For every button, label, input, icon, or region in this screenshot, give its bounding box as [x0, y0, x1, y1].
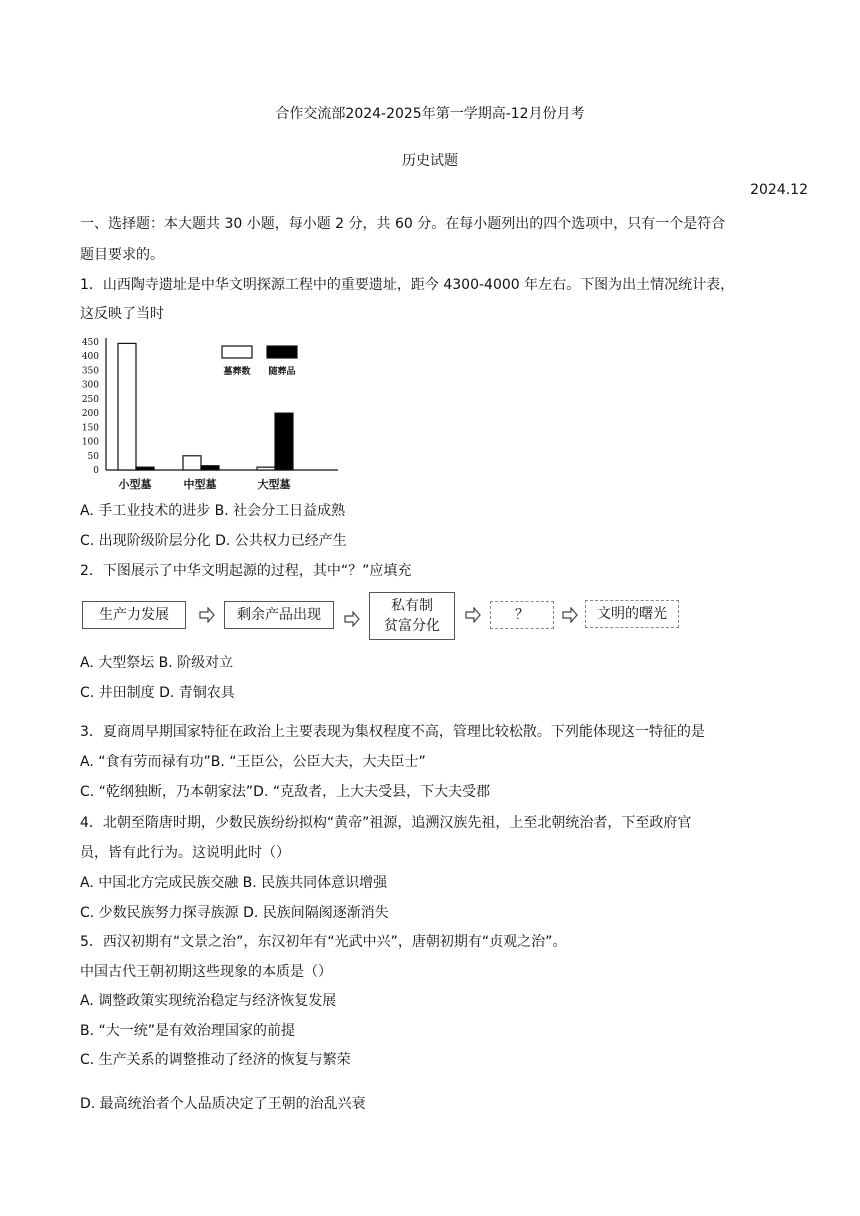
y-tick-label: 100 — [81, 437, 99, 448]
q1-stem-line2: 这反映了当时 — [80, 306, 164, 322]
y-tick-label: 250 — [81, 394, 99, 405]
flow-box-productivity: 生产力发展 — [82, 601, 186, 629]
x-category-label: 大型墓 — [257, 478, 291, 491]
exam-subject: 历史试题 — [402, 153, 458, 169]
legend-label: 墓葬数 — [223, 367, 251, 377]
y-tick-label: 50 — [87, 451, 99, 462]
flow-box-private-ownership — [369, 592, 455, 640]
q5-stem-line2: 中国古代王朝初期这些现象的本质是（） — [80, 964, 332, 980]
y-tick-label: 450 — [81, 338, 99, 348]
flow-box-surplus: 剩余产品出现 — [224, 601, 334, 629]
y-tick-label: 350 — [81, 366, 99, 377]
bar-burials — [183, 456, 201, 470]
y-tick-label: 200 — [81, 409, 99, 420]
q3-options-cd: C. “乾纲独断，乃本朝家法”D. “克敌者，上大夫受县，下大夫受郡 — [80, 784, 491, 800]
q5-option-c: C. 生产关系的调整推动了经济的恢复与繁荣 — [80, 1052, 351, 1068]
flow-box-line2: 贫富分化 — [384, 618, 440, 634]
bar-grave-goods — [275, 413, 293, 470]
exam-title: 合作交流部2024-2025年第一学期高-12月份月考 — [275, 106, 585, 122]
arrow-right-icon — [199, 607, 215, 623]
flow-box-line1: 私有制 — [391, 598, 433, 614]
y-tick-label: 300 — [81, 380, 99, 391]
q1-stem-line1: 1．山西陶寺遗址是中华文明探源工程中的重要遗址，距今 4300-4000 年左右。下图为出土情况统计表， — [80, 277, 735, 293]
q1-options-cd: C. 出现阶级阶层分化 D. 公共权力已经产生 — [80, 533, 347, 549]
arrow-right-icon — [344, 611, 360, 627]
q2-stem: 2．下图展示了中华文明起源的过程，其中“？”应填充 — [80, 563, 412, 579]
exam-date: 2024.12 — [750, 182, 808, 198]
q3-options-ab: A. “食有劳而禄有功”B. “王臣公，公臣大夫，大夫臣士” — [80, 754, 426, 770]
x-category-label: 小型墓 — [118, 478, 152, 491]
q3-stem: 3．夏商周早期国家特征在政治上主要表现为集权程度不高，管理比较松散。下列能体现这一特征的是 — [80, 724, 705, 740]
q2-options-cd: C. 井田制度 D. 青铜农具 — [80, 685, 235, 701]
q5-stem-line1: 5．西汉初期有“文景之治”，东汉初年有“光武中兴”，唐朝初期有“贞观之治”。 — [80, 934, 567, 950]
legend-swatch — [267, 346, 297, 358]
legend-label: 随葬品 — [268, 367, 296, 377]
q5-option-d: D. 最高统治者个人品质决定了王朝的治乱兴衰 — [80, 1096, 366, 1112]
bar-burials — [257, 467, 275, 470]
q5-option-a: A. 调整政策实现统治稳定与经济恢复发展 — [80, 993, 337, 1009]
bar-burials — [118, 343, 136, 470]
y-tick-label: 150 — [81, 423, 99, 434]
section-heading-line1: 一、选择题：本大题共 30 小题，每小题 2 分，共 60 分。在每小题列出的四个选项中，只有一个是符合 — [80, 216, 726, 232]
q2-options-ab: A. 大型祭坛 B. 阶级对立 — [80, 655, 234, 671]
q5-option-b: B. “大一统”是有效治理国家的前提 — [80, 1023, 296, 1039]
q4-options-cd: C. 少数民族努力探寻族源 D. 民族间隔阂逐渐消失 — [80, 905, 389, 921]
y-tick-label: 0 — [93, 466, 99, 476]
bar-grave-goods — [136, 467, 154, 470]
y-tick-label: 400 — [81, 352, 99, 363]
burial-bar-chart — [80, 334, 342, 494]
arrow-right-icon — [465, 607, 481, 623]
q4-options-ab: A. 中国北方完成民族交融 B. 民族共同体意识增强 — [80, 875, 388, 891]
x-category-label: 中型墓 — [183, 478, 217, 491]
arrow-right-icon — [562, 607, 578, 623]
flow-box-unknown: ？ — [490, 601, 554, 629]
flow-box-dawn: 文明的曙光 — [585, 600, 679, 628]
q4-stem-line2: 员，皆有此行为。这说明此时（） — [80, 845, 290, 861]
q1-options-ab: A. 手工业技术的进步 B. 社会分工日益成熟 — [80, 503, 346, 519]
q4-stem-line1: 4．北朝至隋唐时期，少数民族纷纷拟构“黄帝”祖源，追溯汉族先祖，上至北朝统治者，下至政府官 — [80, 815, 692, 831]
bar-grave-goods — [201, 466, 219, 470]
section-heading-line2: 题目要求的。 — [80, 247, 164, 263]
legend-swatch — [222, 346, 252, 358]
